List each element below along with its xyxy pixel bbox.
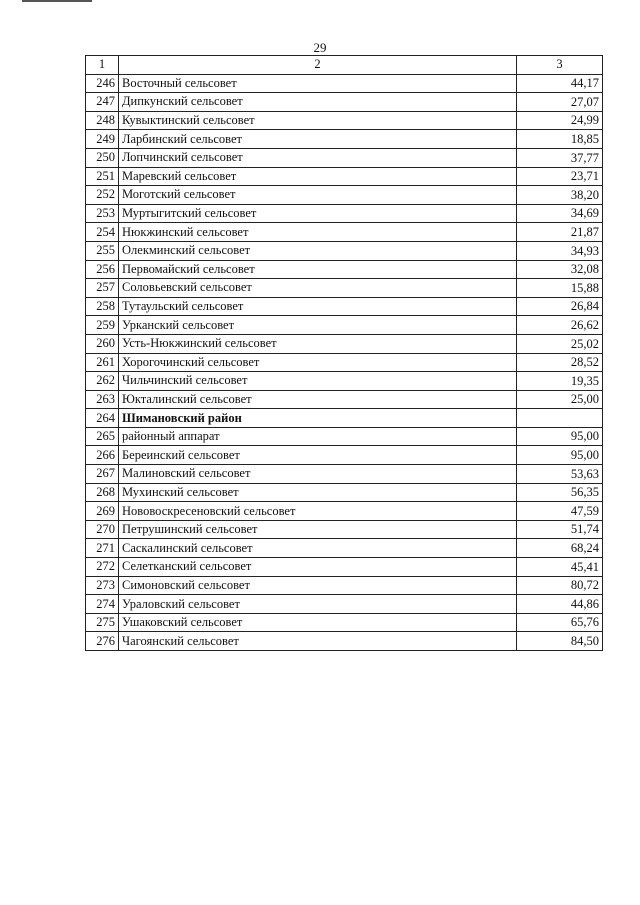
row-value: 53,63: [517, 465, 603, 484]
row-value: [517, 409, 603, 428]
municipality-name: Симоновский сельсовет: [119, 576, 517, 595]
row-number: 250: [86, 148, 119, 167]
row-value: 28,52: [517, 353, 603, 372]
municipality-name: Чильчинский сельсовет: [119, 372, 517, 391]
table-row: [86, 297, 603, 316]
table-row: [86, 93, 603, 112]
table-row: [86, 427, 603, 446]
district-heading: Шимановский район: [119, 409, 517, 428]
row-number: 275: [86, 613, 119, 632]
municipality-name: районный аппарат: [119, 427, 517, 446]
row-value: 15,88: [517, 279, 603, 298]
municipality-name: Муртыгитский сельсовет: [119, 204, 517, 223]
row-value: 44,17: [517, 74, 603, 93]
row-value: 32,08: [517, 260, 603, 279]
table-row: [86, 502, 603, 521]
row-value: 21,87: [517, 223, 603, 242]
row-value: 26,84: [517, 297, 603, 316]
row-number: 260: [86, 334, 119, 353]
municipality-name: Урканский сельсовет: [119, 316, 517, 335]
row-number: 255: [86, 241, 119, 260]
municipality-name: Ураловский сельсовет: [119, 595, 517, 614]
municipality-name: Малиновский сельсовет: [119, 465, 517, 484]
row-number: 266: [86, 446, 119, 465]
municipality-name: Моготский сельсовет: [119, 186, 517, 205]
row-value: 25,00: [517, 390, 603, 409]
municipality-name: Дипкунский сельсовет: [119, 93, 517, 112]
municipality-name: Хорогочинский сельсовет: [119, 353, 517, 372]
row-number: 269: [86, 502, 119, 521]
row-value: 56,35: [517, 483, 603, 502]
table-row: [86, 390, 603, 409]
municipality-name: Лопчинский сельсовет: [119, 148, 517, 167]
row-number: 258: [86, 297, 119, 316]
row-value: 27,07: [517, 93, 603, 112]
row-value: 47,59: [517, 502, 603, 521]
municipality-name: Олекминский сельсовет: [119, 241, 517, 260]
row-value: 34,93: [517, 241, 603, 260]
header-col-2: 2: [119, 56, 517, 75]
page-number: 29: [313, 40, 327, 55]
municipality-name: Маревский сельсовет: [119, 167, 517, 186]
table-row: [86, 446, 603, 465]
table-row: [86, 353, 603, 372]
row-value: 95,00: [517, 427, 603, 446]
row-value: 84,50: [517, 632, 603, 651]
row-number: 256: [86, 260, 119, 279]
scan-artifact-line: [22, 0, 92, 2]
row-number: 273: [86, 576, 119, 595]
municipality-name: Береинский сельсовет: [119, 446, 517, 465]
table-row: [86, 148, 603, 167]
municipality-name: Мухинский сельсовет: [119, 483, 517, 502]
row-number: 272: [86, 558, 119, 577]
row-value: 18,85: [517, 130, 603, 149]
municipality-name: Ушаковский сельсовет: [119, 613, 517, 632]
row-value: 23,71: [517, 167, 603, 186]
row-value: 34,69: [517, 204, 603, 223]
row-number: 263: [86, 390, 119, 409]
row-value: 44,86: [517, 595, 603, 614]
table-row: [86, 520, 603, 539]
table-row: [86, 409, 603, 428]
table-row: [86, 632, 603, 651]
municipality-name: Чагоянский сельсовет: [119, 632, 517, 651]
header-col-3: 3: [517, 56, 603, 75]
row-value: 65,76: [517, 613, 603, 632]
table-row: [86, 465, 603, 484]
row-number: 276: [86, 632, 119, 651]
municipality-name: Восточный сельсовет: [119, 74, 517, 93]
row-value: 37,77: [517, 148, 603, 167]
table-row: [86, 316, 603, 335]
row-number: 251: [86, 167, 119, 186]
row-value: 26,62: [517, 316, 603, 335]
municipality-name: Соловьевский сельсовет: [119, 279, 517, 298]
row-number: 248: [86, 111, 119, 130]
row-number: 253: [86, 204, 119, 223]
row-number: 259: [86, 316, 119, 335]
table-header: [86, 56, 603, 75]
table-row: [86, 74, 603, 93]
row-number: 268: [86, 483, 119, 502]
row-number: 261: [86, 353, 119, 372]
header-col-1: 1: [86, 56, 119, 75]
row-number: 246: [86, 74, 119, 93]
table-row: [86, 372, 603, 391]
row-number: 257: [86, 279, 119, 298]
table-row: [86, 334, 603, 353]
municipality-name: Тутаульский сельсовет: [119, 297, 517, 316]
table-row: [86, 539, 603, 558]
table-body: [86, 74, 603, 650]
municipality-name: Нововоскресеновский сельсовет: [119, 502, 517, 521]
municipality-name: Кувыктинский сельсовет: [119, 111, 517, 130]
table-row: [86, 223, 603, 242]
row-value: 25,02: [517, 334, 603, 353]
row-number: 271: [86, 539, 119, 558]
table-row: [86, 558, 603, 577]
data-table: [85, 55, 603, 651]
municipality-name: Селетканский сельсовет: [119, 558, 517, 577]
row-number: 265: [86, 427, 119, 446]
table-row: [86, 483, 603, 502]
row-number: 270: [86, 520, 119, 539]
table-row: [86, 576, 603, 595]
table-row: [86, 130, 603, 149]
row-value: 45,41: [517, 558, 603, 577]
table-row: [86, 613, 603, 632]
municipality-name: Петрушинский сельсовет: [119, 520, 517, 539]
table-row: [86, 241, 603, 260]
municipality-name: Юкталинский сельсовет: [119, 390, 517, 409]
row-number: 264: [86, 409, 119, 428]
table-row: [86, 279, 603, 298]
municipality-name: Первомайский сельсовет: [119, 260, 517, 279]
row-value: 38,20: [517, 186, 603, 205]
row-number: 247: [86, 93, 119, 112]
table-row: [86, 204, 603, 223]
row-number: 254: [86, 223, 119, 242]
row-value: 95,00: [517, 446, 603, 465]
municipality-name: Саскалинский сельсовет: [119, 539, 517, 558]
row-number: 249: [86, 130, 119, 149]
table-row: [86, 111, 603, 130]
row-number: 267: [86, 465, 119, 484]
municipality-name: Нюкжинский сельсовет: [119, 223, 517, 242]
table-row: [86, 186, 603, 205]
row-value: 51,74: [517, 520, 603, 539]
row-number: 274: [86, 595, 119, 614]
table-row: [86, 595, 603, 614]
row-value: 19,35: [517, 372, 603, 391]
row-value: 80,72: [517, 576, 603, 595]
header-row: [86, 56, 603, 75]
table-row: [86, 167, 603, 186]
row-number: 252: [86, 186, 119, 205]
row-value: 68,24: [517, 539, 603, 558]
row-value: 24,99: [517, 111, 603, 130]
municipality-name: Ларбинский сельсовет: [119, 130, 517, 149]
municipality-name: Усть-Нюкжинский сельсовет: [119, 334, 517, 353]
table-row: [86, 260, 603, 279]
row-number: 262: [86, 372, 119, 391]
